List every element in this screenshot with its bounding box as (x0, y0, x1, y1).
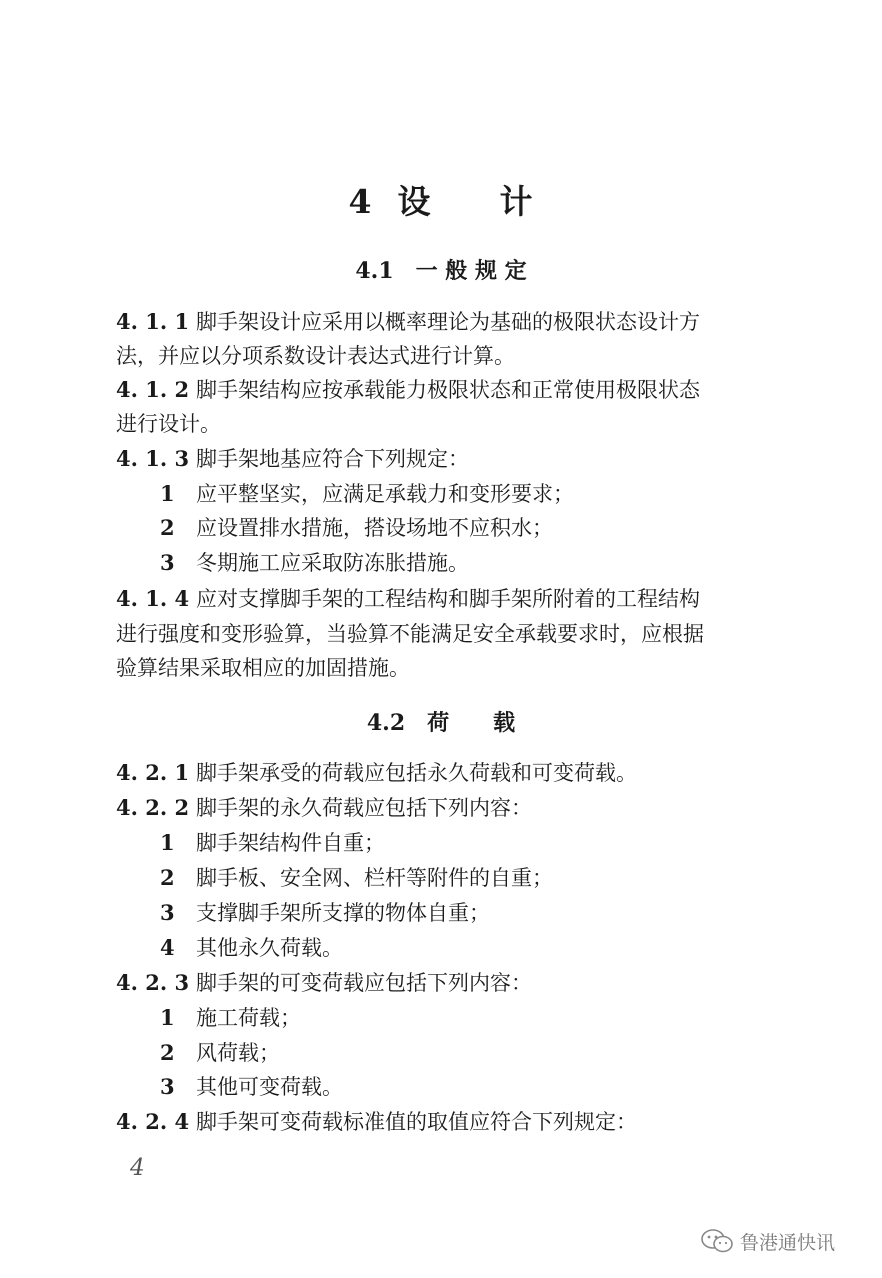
item-text: 冬期施工应采取防冻胀措施。 (196, 551, 469, 575)
page-number: 4 (130, 1155, 145, 1181)
clause-number: 4. 2. 3 (116, 970, 190, 995)
clause-4-1-3 (116, 444, 469, 474)
clause-text: 脚手架的可变荷载应包括下列内容： (196, 971, 532, 995)
item-number: 1 (160, 830, 175, 855)
list-item (160, 863, 553, 893)
clause-4-2-4 (116, 1107, 637, 1137)
item-text: 支撑脚手架所支撑的物体自重； (196, 901, 490, 925)
list-item (160, 479, 574, 509)
clause-number: 4. 2. 4 (116, 1109, 190, 1134)
clause-text-continued: 进行设计。 (116, 412, 221, 436)
chapter-name: 设 计 (397, 182, 534, 221)
clause-text: 脚手架设计应采用以概率理论为基础的极限状态设计方 (196, 310, 700, 334)
item-number: 1 (160, 481, 175, 506)
list-item (160, 828, 385, 858)
clause-4-2-3 (116, 968, 532, 998)
clause-number: 4. 1. 3 (116, 446, 190, 471)
list-item (160, 548, 469, 578)
wechat-icon (700, 1228, 734, 1254)
item-number: 2 (160, 515, 175, 540)
clause-4-2-2 (116, 793, 532, 823)
clause-4-1-4 (116, 584, 700, 614)
watermark-text: 鲁港通快讯 (740, 1231, 836, 1254)
item-text: 应设置排水措施，搭设场地不应积水； (196, 516, 553, 540)
clause-4-1-2 (116, 375, 700, 405)
item-text: 其他永久荷载。 (196, 936, 343, 960)
clause-text: 脚手架承受的荷载应包括永久荷载和可变荷载。 (196, 761, 637, 785)
section-title-4-2: 4.2 荷 载 (366, 710, 516, 736)
section-title-4-1: 4.1 一 般 规 定 (355, 258, 527, 284)
list-item (160, 513, 553, 543)
clause-number: 4. 2. 1 (116, 760, 190, 785)
item-number: 4 (160, 935, 175, 960)
list-item (160, 933, 343, 963)
clause-text: 脚手架的永久荷载应包括下列内容： (196, 796, 532, 820)
clause-text-continued: 进行强度和变形验算，当验算不能满足安全承载要求时，应根据 (116, 622, 704, 646)
chapter-number: 4 (348, 182, 373, 221)
list-item (160, 1003, 301, 1033)
item-text: 施工荷载； (196, 1006, 301, 1030)
clause-4-1-1 (116, 307, 700, 337)
clause-text: 脚手架可变荷载标准值的取值应符合下列规定： (196, 1110, 637, 1134)
clause-number: 4. 2. 2 (116, 795, 190, 820)
item-number: 3 (160, 900, 175, 925)
clause-text: 脚手架结构应按承载能力极限状态和正常使用极限状态 (196, 378, 700, 402)
watermark (700, 1226, 835, 1256)
item-text: 其他可变荷载。 (196, 1075, 343, 1099)
list-item (160, 1038, 280, 1068)
clause-text-continued: 验算结果采取相应的加固措施。 (116, 656, 410, 680)
chapter-title (0, 176, 882, 226)
item-text: 脚手架结构件自重； (196, 831, 385, 855)
clause-number: 4. 1. 1 (116, 309, 190, 334)
clause-4-2-1 (116, 758, 637, 788)
item-text: 应平整坚实，应满足承载力和变形要求； (196, 482, 574, 506)
item-number: 3 (160, 1074, 175, 1099)
item-number: 2 (160, 865, 175, 890)
item-text: 风荷载； (196, 1041, 280, 1065)
item-number: 2 (160, 1040, 175, 1065)
clause-number: 4. 1. 2 (116, 377, 190, 402)
clause-text: 脚手架地基应符合下列规定： (196, 447, 469, 471)
clause-number: 4. 1. 4 (116, 586, 190, 611)
list-item (160, 1072, 343, 1102)
list-item (160, 898, 490, 928)
clause-text-continued: 法，并应以分项系数设计表达式进行计算。 (116, 344, 515, 368)
item-number: 1 (160, 1005, 175, 1030)
item-number: 3 (160, 550, 175, 575)
clause-text: 应对支撑脚手架的工程结构和脚手架所附着的工程结构 (196, 587, 700, 611)
item-text: 脚手板、安全网、栏杆等附件的自重； (196, 866, 553, 890)
